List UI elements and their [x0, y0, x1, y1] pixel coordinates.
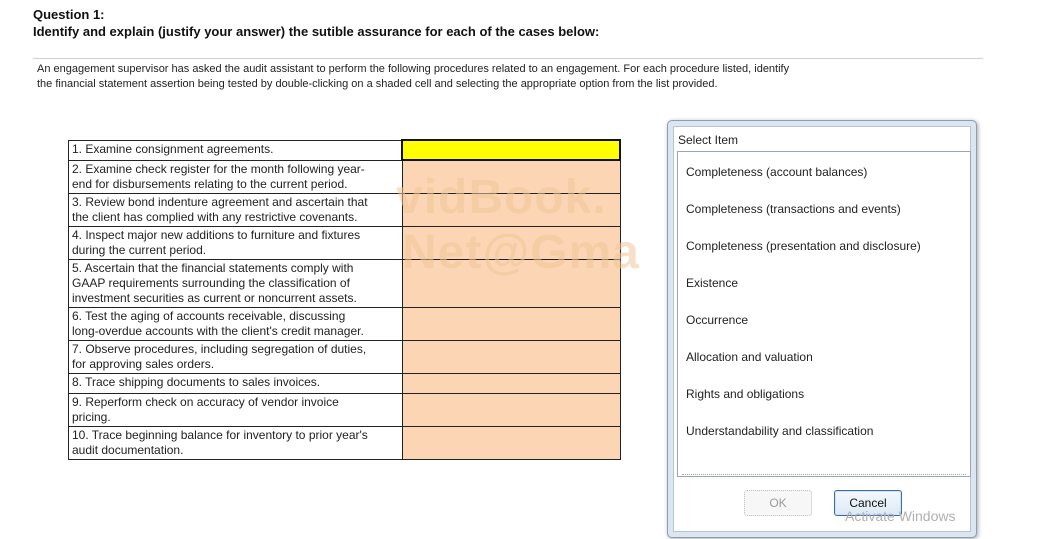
procedure-line: 3. Review bond indenture agreement and ascertain that [72, 194, 368, 209]
procedure-text [69, 193, 403, 226]
procedure-line: 9. Reperform check on accuracy of vendor invoice [72, 394, 339, 409]
divider [33, 58, 983, 59]
ok-button[interactable]: OK [744, 490, 812, 516]
dialog-title: Select Item [678, 133, 739, 147]
option-item[interactable]: Existence [686, 276, 739, 290]
procedure-line: for approving sales orders. [72, 356, 215, 371]
question-prompt: Identify and explain (justify your answer) the sutible assurance for each of the cases below: [33, 24, 600, 39]
select-item-dialog [667, 120, 977, 538]
procedure-text [69, 393, 403, 426]
activate-windows-overlay: Activate Windows [845, 508, 956, 524]
option-item[interactable]: Completeness (transactions and events) [686, 202, 901, 216]
procedure-line: 1. Examine consignment agreements. [72, 141, 274, 156]
list-separator [682, 474, 966, 476]
procedure-line: 5. Ascertain that the financial statements comply with [72, 260, 354, 275]
procedure-line: investment securities as current or noncurrent assets. [72, 290, 357, 305]
table-row [69, 340, 621, 373]
procedure-line: end for disbursements relating to the current period. [72, 176, 348, 191]
assertion-answer-cell[interactable] [402, 426, 620, 459]
table-row [69, 307, 621, 340]
procedure-line: 2. Examine check register for the month following year- [72, 161, 365, 176]
assertion-answer-cell[interactable] [402, 393, 620, 426]
table-row [69, 140, 621, 160]
table-row [69, 373, 621, 393]
procedure-text [69, 226, 403, 259]
instructions-line-2: the financial statement assertion being tested by double-clicking on a shaded cell and selecting the appropriate option from the list provided. [37, 78, 718, 90]
procedure-line: 6. Test the aging of accounts receivable, discussing [72, 308, 346, 323]
procedure-line: 7. Observe procedures, including segregation of duties, [72, 341, 367, 356]
procedure-text [69, 307, 403, 340]
assertion-answer-cell[interactable] [402, 307, 620, 340]
option-item[interactable]: Rights and obligations [686, 387, 805, 401]
option-item[interactable]: Completeness (presentation and disclosure) [686, 239, 921, 253]
procedure-line: long-overdue accounts with the client's credit manager. [72, 323, 364, 338]
watermark-line-2: Net@Gma [402, 226, 640, 279]
instructions-line-1: An engagement supervisor has asked the audit assistant to perform the following procedures related to an engagement. For each procedure listed, identify [37, 63, 790, 75]
question-number: Question 1: [33, 7, 105, 22]
option-item[interactable]: Allocation and valuation [686, 350, 813, 364]
table-row [69, 393, 621, 426]
assertion-answer-cell[interactable] [402, 340, 620, 373]
assertion-answer-cell[interactable] [402, 373, 620, 393]
procedure-text [69, 340, 403, 373]
option-item[interactable]: Completeness (account balances) [686, 165, 868, 179]
dialog-body [673, 126, 971, 532]
table-row [69, 426, 621, 459]
procedure-line: audit documentation. [72, 442, 184, 457]
cancel-button[interactable]: Cancel [834, 490, 902, 516]
procedure-text [69, 259, 403, 307]
procedure-line: 8. Trace shipping documents to sales invoices. [72, 374, 321, 389]
procedure-line: pricing. [72, 409, 111, 424]
procedure-line: the client has complied with any restrictive covenants. [72, 209, 358, 224]
procedure-line: during the current period. [72, 242, 207, 257]
procedure-line: GAAP requirements surrounding the classification of [72, 275, 350, 290]
assertion-answer-cell[interactable] [402, 140, 620, 160]
options-listbox[interactable] [677, 151, 971, 477]
question-header [33, 6, 599, 40]
instructions [37, 62, 937, 92]
watermark-line-1: vidBook. [396, 171, 607, 224]
procedure-line: 10. Trace beginning balance for inventory to prior year's [72, 427, 368, 442]
procedure-line: 4. Inspect major new additions to furniture and fixtures [72, 227, 361, 242]
procedure-text [69, 160, 403, 193]
procedure-text [69, 373, 403, 393]
procedure-text [69, 426, 403, 459]
procedure-text [69, 140, 403, 160]
option-item[interactable]: Understandability and classification [686, 424, 874, 438]
option-item[interactable]: Occurrence [686, 313, 749, 327]
